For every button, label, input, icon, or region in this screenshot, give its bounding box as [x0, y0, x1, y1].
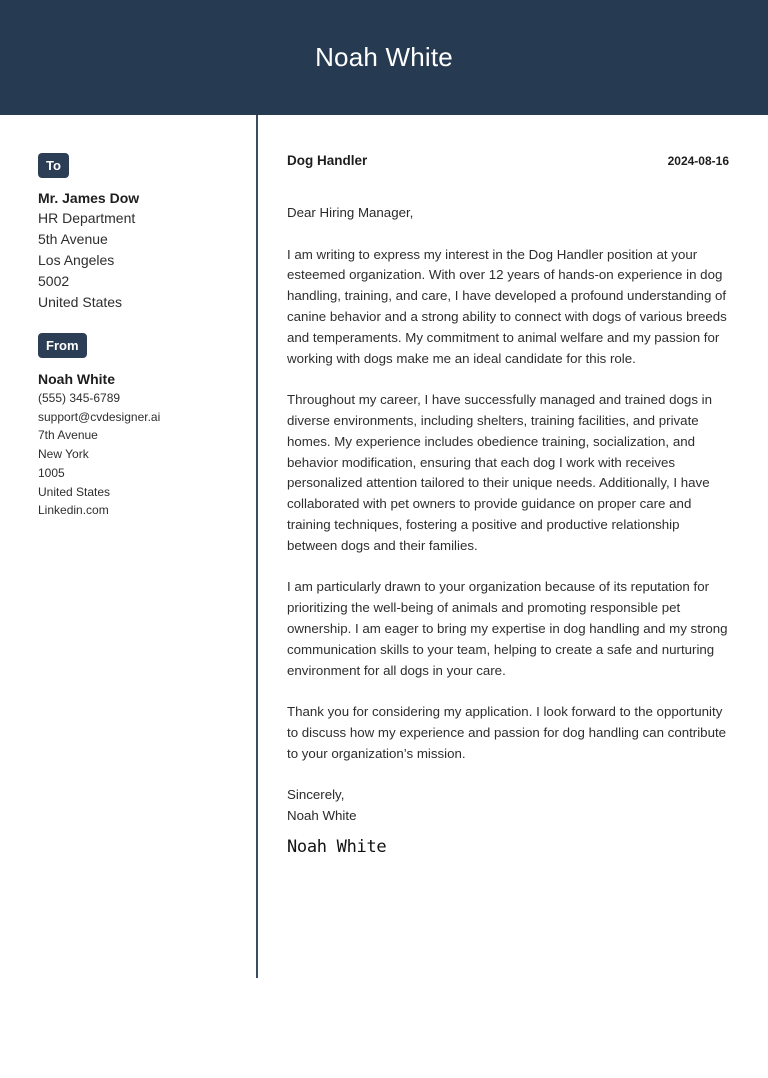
sender-phone: (555) 345-6789	[38, 391, 121, 405]
closing	[287, 785, 729, 827]
signature: Noah White	[287, 836, 387, 857]
column-divider	[256, 115, 258, 978]
letter-topline	[287, 153, 729, 173]
letter-paragraph: Throughout my career, I have successfully managed and trained dogs in diverse environments, including shelters, training facilities, and private homes. My experience includes obedience training, socialization, and behavior modification, ensuring that each dog I work with receives personalized attention tailored to their unique needs. Additionally, I have collaborated with pet owners to provide guidance on proper care and training techniques, fostering a positive and productive relationship between dogs and their families.	[287, 392, 713, 553]
letter-body	[287, 153, 729, 857]
sender-linkedin: Linkedin.com	[38, 503, 109, 518]
sender-block	[38, 333, 238, 520]
recipient-name: Mr. James Dow	[38, 190, 140, 206]
sender-email: support@cvdesigner.ai	[38, 409, 161, 424]
sender-line: United States	[38, 484, 111, 499]
sender-line: New York	[38, 447, 89, 462]
contact-sidebar	[38, 153, 238, 520]
recipient-line: 5th Avenue	[38, 231, 108, 247]
recipient-block	[38, 153, 238, 313]
page-header	[0, 0, 768, 115]
closing-phrase: Sincerely,	[287, 787, 345, 803]
sender-line: 1005	[38, 465, 65, 480]
job-title: Dog Handler	[287, 153, 368, 168]
closing-name: Noah White	[287, 808, 357, 824]
recipient-line: 5002	[38, 273, 70, 289]
letter-paragraph: I am writing to express my interest in the Dog Handler position at your esteemed organization. With over 12 years of hands-on experience in dog handling, training, and care, I have developed a profound understanding of canine behavior and a strong ability to connect with dogs of various breeds and temperaments. My commitment to animal welfare and my passion for working with dogs make me an ideal candidate for this role.	[287, 246, 727, 366]
to-badge: To	[38, 153, 69, 178]
letter-date: 2024-08-16	[667, 154, 729, 168]
sender-name: Noah White	[38, 371, 115, 387]
letter-paragraph: I am particularly drawn to your organization because of its reputation for prioritizing the well-being of animals and promoting responsible pet ownership. I am eager to bring my expertise in dog handling and my strong communication skills to your team, helping to create a safe and nurturing environment for all dogs in your care.	[287, 579, 728, 678]
salutation: Dear Hiring Manager,	[287, 205, 414, 220]
recipient-line: HR Department	[38, 210, 136, 226]
recipient-line: Los Angeles	[38, 252, 115, 268]
letter-paragraph: Thank you for considering my application. I look forward to the opportunity to discuss how my experience and passion for dog handling can contribute to your organization’s mission.	[287, 704, 727, 761]
applicant-name-heading: Noah White	[315, 42, 453, 72]
from-badge: From	[38, 333, 87, 358]
recipient-line: United States	[38, 294, 123, 310]
sender-line: 7th Avenue	[38, 428, 98, 443]
